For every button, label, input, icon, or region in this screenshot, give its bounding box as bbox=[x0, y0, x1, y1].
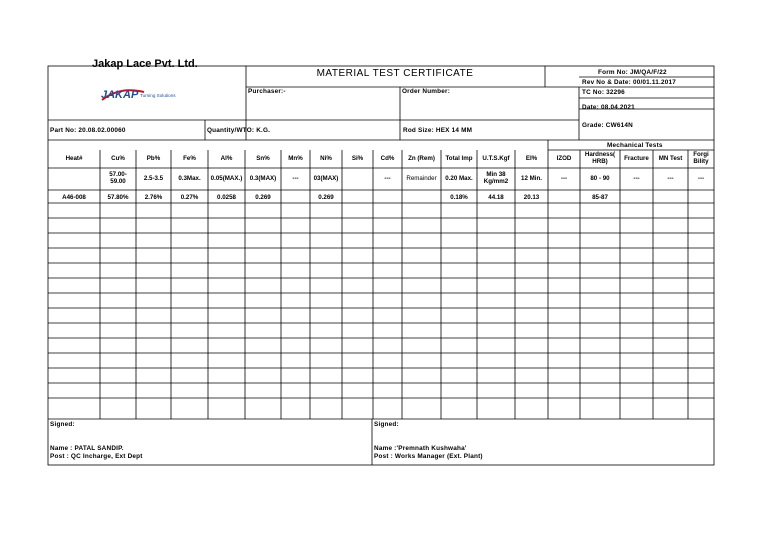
order-number-label: Order Number: bbox=[402, 88, 451, 95]
signatory-name-left: Name : PATAL SANDIP. bbox=[50, 445, 124, 452]
data-cell: 20.13 bbox=[523, 194, 540, 201]
column-header: Zn (Rem) bbox=[408, 155, 435, 162]
column-header: Sn% bbox=[256, 155, 270, 162]
data-cell: 0.269 bbox=[255, 194, 271, 201]
column-header: Pb% bbox=[146, 155, 161, 162]
signed-right-label: Signed: bbox=[374, 421, 399, 428]
logo-wordmark: JAKAP bbox=[101, 89, 139, 101]
column-header: Hardness( HRB) bbox=[584, 151, 616, 165]
rod-size: Rod Size: HEX 14 MM bbox=[403, 127, 473, 134]
data-cell: 0.269 bbox=[318, 194, 334, 201]
data-cell: 2.76% bbox=[144, 194, 163, 201]
spec-cell: 80 - 90 bbox=[590, 175, 610, 182]
signatory-name-right: Name :'Premnath Kushwaha' bbox=[374, 445, 467, 452]
spec-cell: --- bbox=[697, 175, 705, 182]
column-header: Si% bbox=[351, 155, 364, 162]
column-header: Mn% bbox=[288, 155, 303, 162]
data-cell: 0.27% bbox=[180, 194, 199, 201]
certificate-title: MATERIAL TEST CERTIFICATE bbox=[316, 68, 474, 79]
column-header: Al% bbox=[220, 155, 233, 162]
column-header: MN Test bbox=[658, 155, 683, 162]
mechanical-tests-heading: Mechanical Tests bbox=[607, 142, 663, 149]
spec-cell: --- bbox=[633, 175, 640, 182]
data-cell: 0.0258 bbox=[217, 194, 236, 201]
revision-number: Rev No & Date: 00/01.11.2017 bbox=[582, 79, 677, 86]
tc-number: TC No: 32296 bbox=[582, 89, 625, 96]
spec-cell: 03(MAX) bbox=[313, 175, 339, 182]
column-header: U.T.S.Kgf bbox=[482, 155, 510, 162]
spec-cell: Min 38 Kg/mm2 bbox=[483, 171, 509, 185]
column-header: Total Imp bbox=[445, 155, 473, 162]
column-header: Cu% bbox=[111, 155, 125, 162]
data-cell: 0.18% bbox=[450, 194, 468, 201]
signatory-post-left: Post : QC Incharge, Ext Dept bbox=[50, 453, 143, 460]
spec-cell: 0.20 Max. bbox=[445, 175, 473, 182]
spec-cell: 0.05(MAX.) bbox=[210, 175, 243, 182]
purchaser-label: Purchaser:- bbox=[248, 88, 286, 95]
material-grade: Grade: CW614N bbox=[582, 122, 633, 129]
spec-cell: --- bbox=[667, 175, 674, 182]
spec-cell: 0.3(MAX) bbox=[249, 175, 277, 182]
company-logo bbox=[100, 84, 184, 108]
data-cell: 85-87 bbox=[592, 194, 608, 201]
spec-cell: 57.00-59.00 bbox=[109, 171, 127, 185]
signatory-post-right: Post : Works Manager (Ext. Plant) bbox=[374, 453, 483, 460]
signed-left-label: Signed: bbox=[50, 421, 75, 428]
part-number: Part No: 20.08.02.00060 bbox=[50, 127, 126, 134]
form-number: Form No: JM/QA/F/22 bbox=[598, 69, 667, 76]
data-cell: 44.18 bbox=[488, 194, 504, 201]
spec-cell: --- bbox=[292, 175, 299, 182]
data-cell-heat: A46-008 bbox=[62, 194, 86, 201]
certificate-date: Date: 08.04.2021 bbox=[582, 104, 635, 111]
column-header: Fracture bbox=[624, 155, 649, 162]
column-header: Fe% bbox=[183, 155, 196, 162]
logo-tagline: Turning Solutions bbox=[140, 93, 176, 98]
column-header: IZOD bbox=[556, 155, 572, 162]
column-header: Heat# bbox=[65, 155, 83, 162]
data-cell: 57.80% bbox=[107, 194, 129, 201]
spec-cell: Remainder bbox=[406, 175, 437, 182]
quantity: Quantity/WTO: K.G. bbox=[207, 127, 271, 134]
column-header: Forgi Bility bbox=[693, 151, 709, 165]
company-name: Jakap Lace Pvt. Ltd. bbox=[92, 58, 198, 70]
column-header: Cd% bbox=[380, 155, 395, 162]
spec-cell: --- bbox=[384, 175, 391, 182]
spec-cell: 0.3Max. bbox=[178, 175, 201, 182]
spec-cell: --- bbox=[560, 175, 568, 182]
column-header: El% bbox=[525, 155, 538, 162]
column-header: Ni% bbox=[320, 155, 332, 162]
spec-cell: 12 Min. bbox=[521, 175, 542, 182]
spec-cell: 2.5-3.5 bbox=[143, 175, 164, 182]
